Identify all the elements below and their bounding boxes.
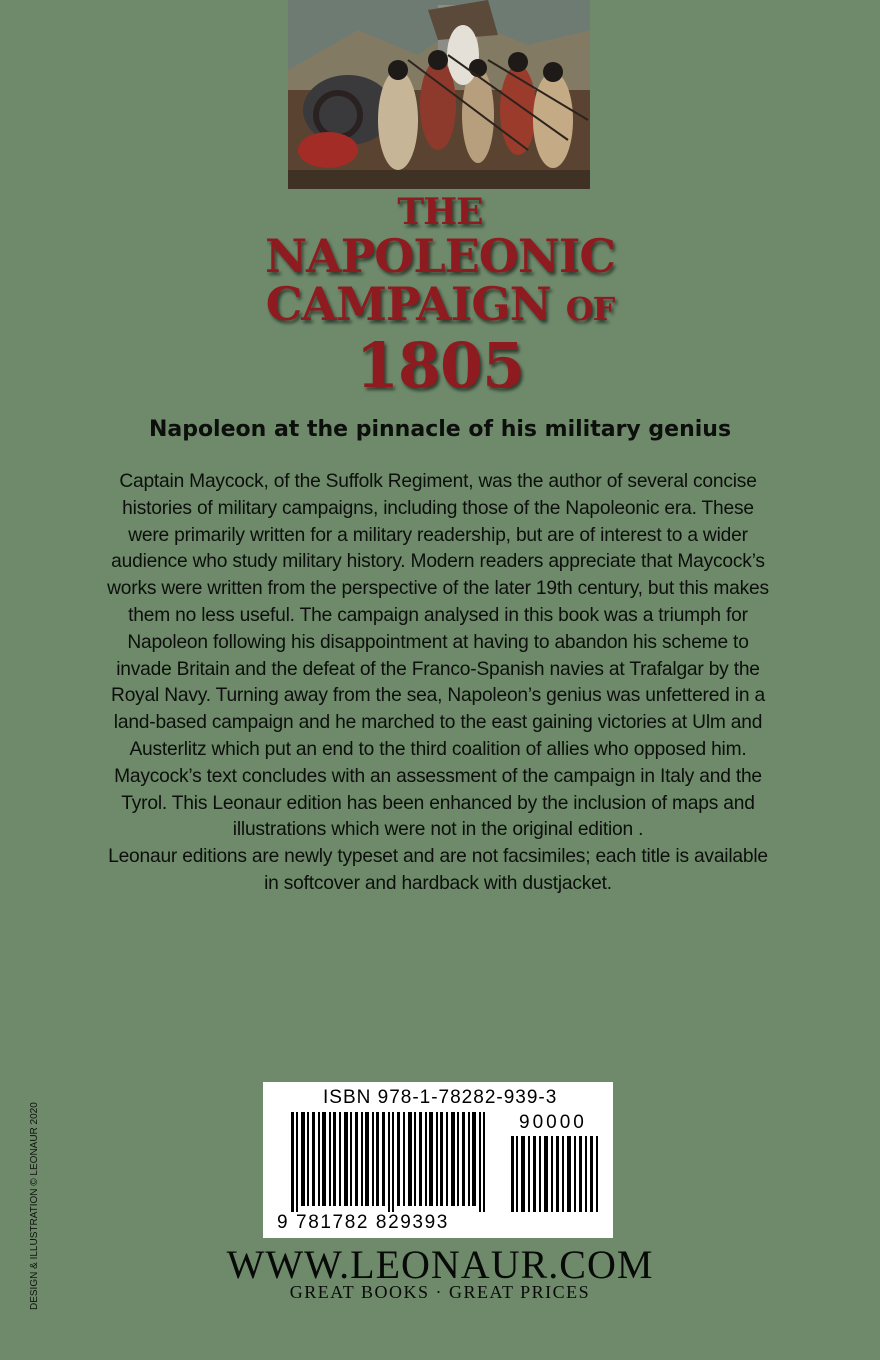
isbn-label: ISBN 978-1-78282-939-3 <box>323 1087 558 1108</box>
battle-painting <box>288 0 590 189</box>
title-line-year: 1805 <box>355 329 525 402</box>
battle-scene-illustration <box>288 0 590 189</box>
blurb-paragraph-editions: Leonaur editions are newly typeset and are not facsimiles; each title is available in softcover and hardback with dustjacket. <box>108 846 768 894</box>
blurb-paragraph-main: Captain Maycock, of the Suffolk Regiment, was the author of several concise histories of military campaigns, including those of the Napoleonic era. These were primarily written for a military readership, but are of interest to a wider audience who study military history. Modern readers appreciate that Maycock’s works were written from the perspective of the later 19th century, but this makes them no less useful. The campaign analysed in this book was a triumph for Napoleon following his disappointment at having to abandon his scheme to invade Britain and the defeat of the Franco-Spanish navies at Trafalgar by the Royal Navy. Turning away from the sea, Napoleon’s genius was unfettered in a land-based campaign and he marched to the east gaining victories at Ulm and Austerlitz which put an end to the third coalition of allies who opposed him. Maycock’s text concludes with an assessment of the campaign in Italy and the Tyrol. This Leonaur edition has been enhanced by the inclusion of maps and illustrations which were not in the original edition . <box>107 471 769 841</box>
title-word-campaign: CAMPAIGN <box>265 277 551 331</box>
design-credit: DESIGN & ILLUSTRATION © LEONAUR 2020 <box>29 1102 40 1310</box>
tagline: Napoleon at the pinnacle of his military genius <box>148 417 732 442</box>
book-title <box>180 191 700 402</box>
price-code: 90000 <box>519 1112 587 1133</box>
publisher-website: WWW.LEONAUR.COM <box>226 1242 654 1287</box>
title-word-of: OF <box>565 290 615 328</box>
title-line-napoleonic: NAPOLEONIC <box>264 229 616 283</box>
blurb <box>102 469 774 898</box>
title-line-campaign <box>180 277 700 333</box>
publisher-slogan: GREAT BOOKS · GREAT PRICES <box>289 1282 591 1302</box>
title-line-the: THE <box>397 191 483 233</box>
ean-digits: 9 781782 829393 <box>277 1212 449 1233</box>
isbn-barcode <box>263 1082 613 1238</box>
